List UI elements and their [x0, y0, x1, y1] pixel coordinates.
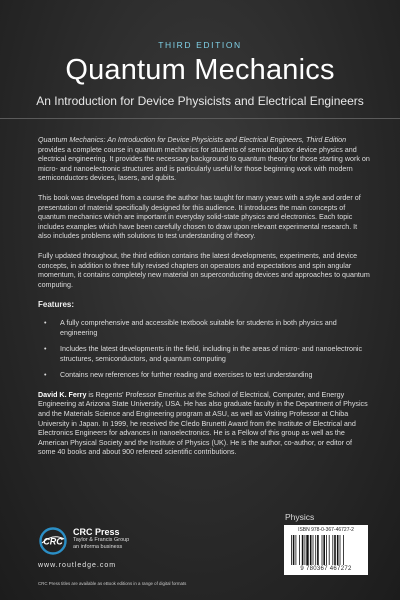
edition-label: THIRD EDITION [158, 40, 242, 50]
features-heading: Features: [38, 300, 75, 310]
publisher-website: www.routledge.com [38, 562, 117, 569]
bullet-icon: • [44, 371, 47, 380]
publisher-block [73, 527, 129, 551]
intro-title-italic: Quantum Mechanics: An Introduction for Device Physicists and Electrical Engineers, Third Edition [38, 136, 347, 144]
feature-text: Contains new references for further reading and exercises to test understanding [60, 371, 313, 380]
book-title: Quantum Mechanics [65, 54, 335, 86]
publisher-group: Taylor & Francis Group [73, 537, 130, 543]
bullet-icon: • [44, 345, 47, 354]
cover-header [0, 0, 400, 118]
isbn-label: ISBN 978-0-367-46727-2 [298, 527, 354, 533]
ebook-note: CRC Press titles are available as eBook editions in a range of digital formats [38, 581, 187, 586]
crc-logo-icon [38, 527, 68, 555]
feature-item [38, 319, 370, 338]
book-subtitle: An Introduction for Device Physicists and Electrical Engineers [36, 94, 364, 108]
subject-category: Physics [285, 512, 315, 522]
logo-text: CRC [43, 536, 63, 547]
isbn-digits: 9 780367 467272 [300, 566, 352, 572]
isbn-barcode [284, 525, 368, 575]
bullet-icon: • [44, 318, 47, 327]
author-bio-text: is Regents' Professor Emeritus at the School of Electrical, Computer, and Energy Engineering at Arizona State University, USA. He has also graduate faculty in the Department of Physics and the Materials Science and Engineering program at ASU, as well as Visiting Professor at Chiba University in Japan. In 1999, he received the Cledo Brunetti Award from the Institute of Electrical and Electronics Engineers for advances in nanoelectronics. He is a Fellow of this group as well as the American Physical Society and the Institute of Physics (UK). He is the author, co-author, or editor of some 40 books and about 900 refereed scientific contributions. [38, 390, 368, 457]
author-bio [38, 391, 370, 458]
publisher-business: an informa business [73, 544, 123, 550]
course-paragraph: This book was developed from a course the author has taught for many years with a style and order of presentation of material specifically designed for this audience. It introduces the main concepts of quantum mechanics which are important in everyday solid-state physics and electronics. Each topic includes examples which have been carefully chosen to draw upon relevant experimental research. It also includes problems with solutions to test understanding of theory. [38, 193, 361, 241]
author-name: David K. Ferry [38, 390, 87, 399]
barcode-icon [290, 535, 362, 565]
back-cover-text [38, 136, 370, 458]
header-divider [0, 118, 400, 119]
intro-text: provides a complete course in quantum mechanics for students of semiconductor device physics and electrical engineering. It provides the necessary background to quantum theory for those starting work on micro- and nanoelectronic structures and is particularly useful for those beginning work with modern semiconductors devices, lasers, and qubits. [38, 145, 370, 183]
feature-text: A fully comprehensive and accessible textbook suitable for students in both physics and engineering [60, 318, 337, 337]
feature-item [38, 345, 370, 364]
feature-text: Includes the latest developments in the field, including in the areas of micro- and nanoelectronic structures, semiconductors, and quantum computing [60, 345, 363, 363]
feature-item [38, 371, 370, 381]
features-list [38, 319, 370, 381]
edition-paragraph: Fully updated throughout, the third edition contains the latest developments, experiments, and device concepts, in addition to three fully revised chapters on operators and expectations and spin angular momentum, it contains completely new material on superconducting devices and approaches to quantum computing. [38, 251, 370, 289]
publisher-name: CRC Press [73, 527, 120, 537]
intro-paragraph [38, 136, 370, 184]
